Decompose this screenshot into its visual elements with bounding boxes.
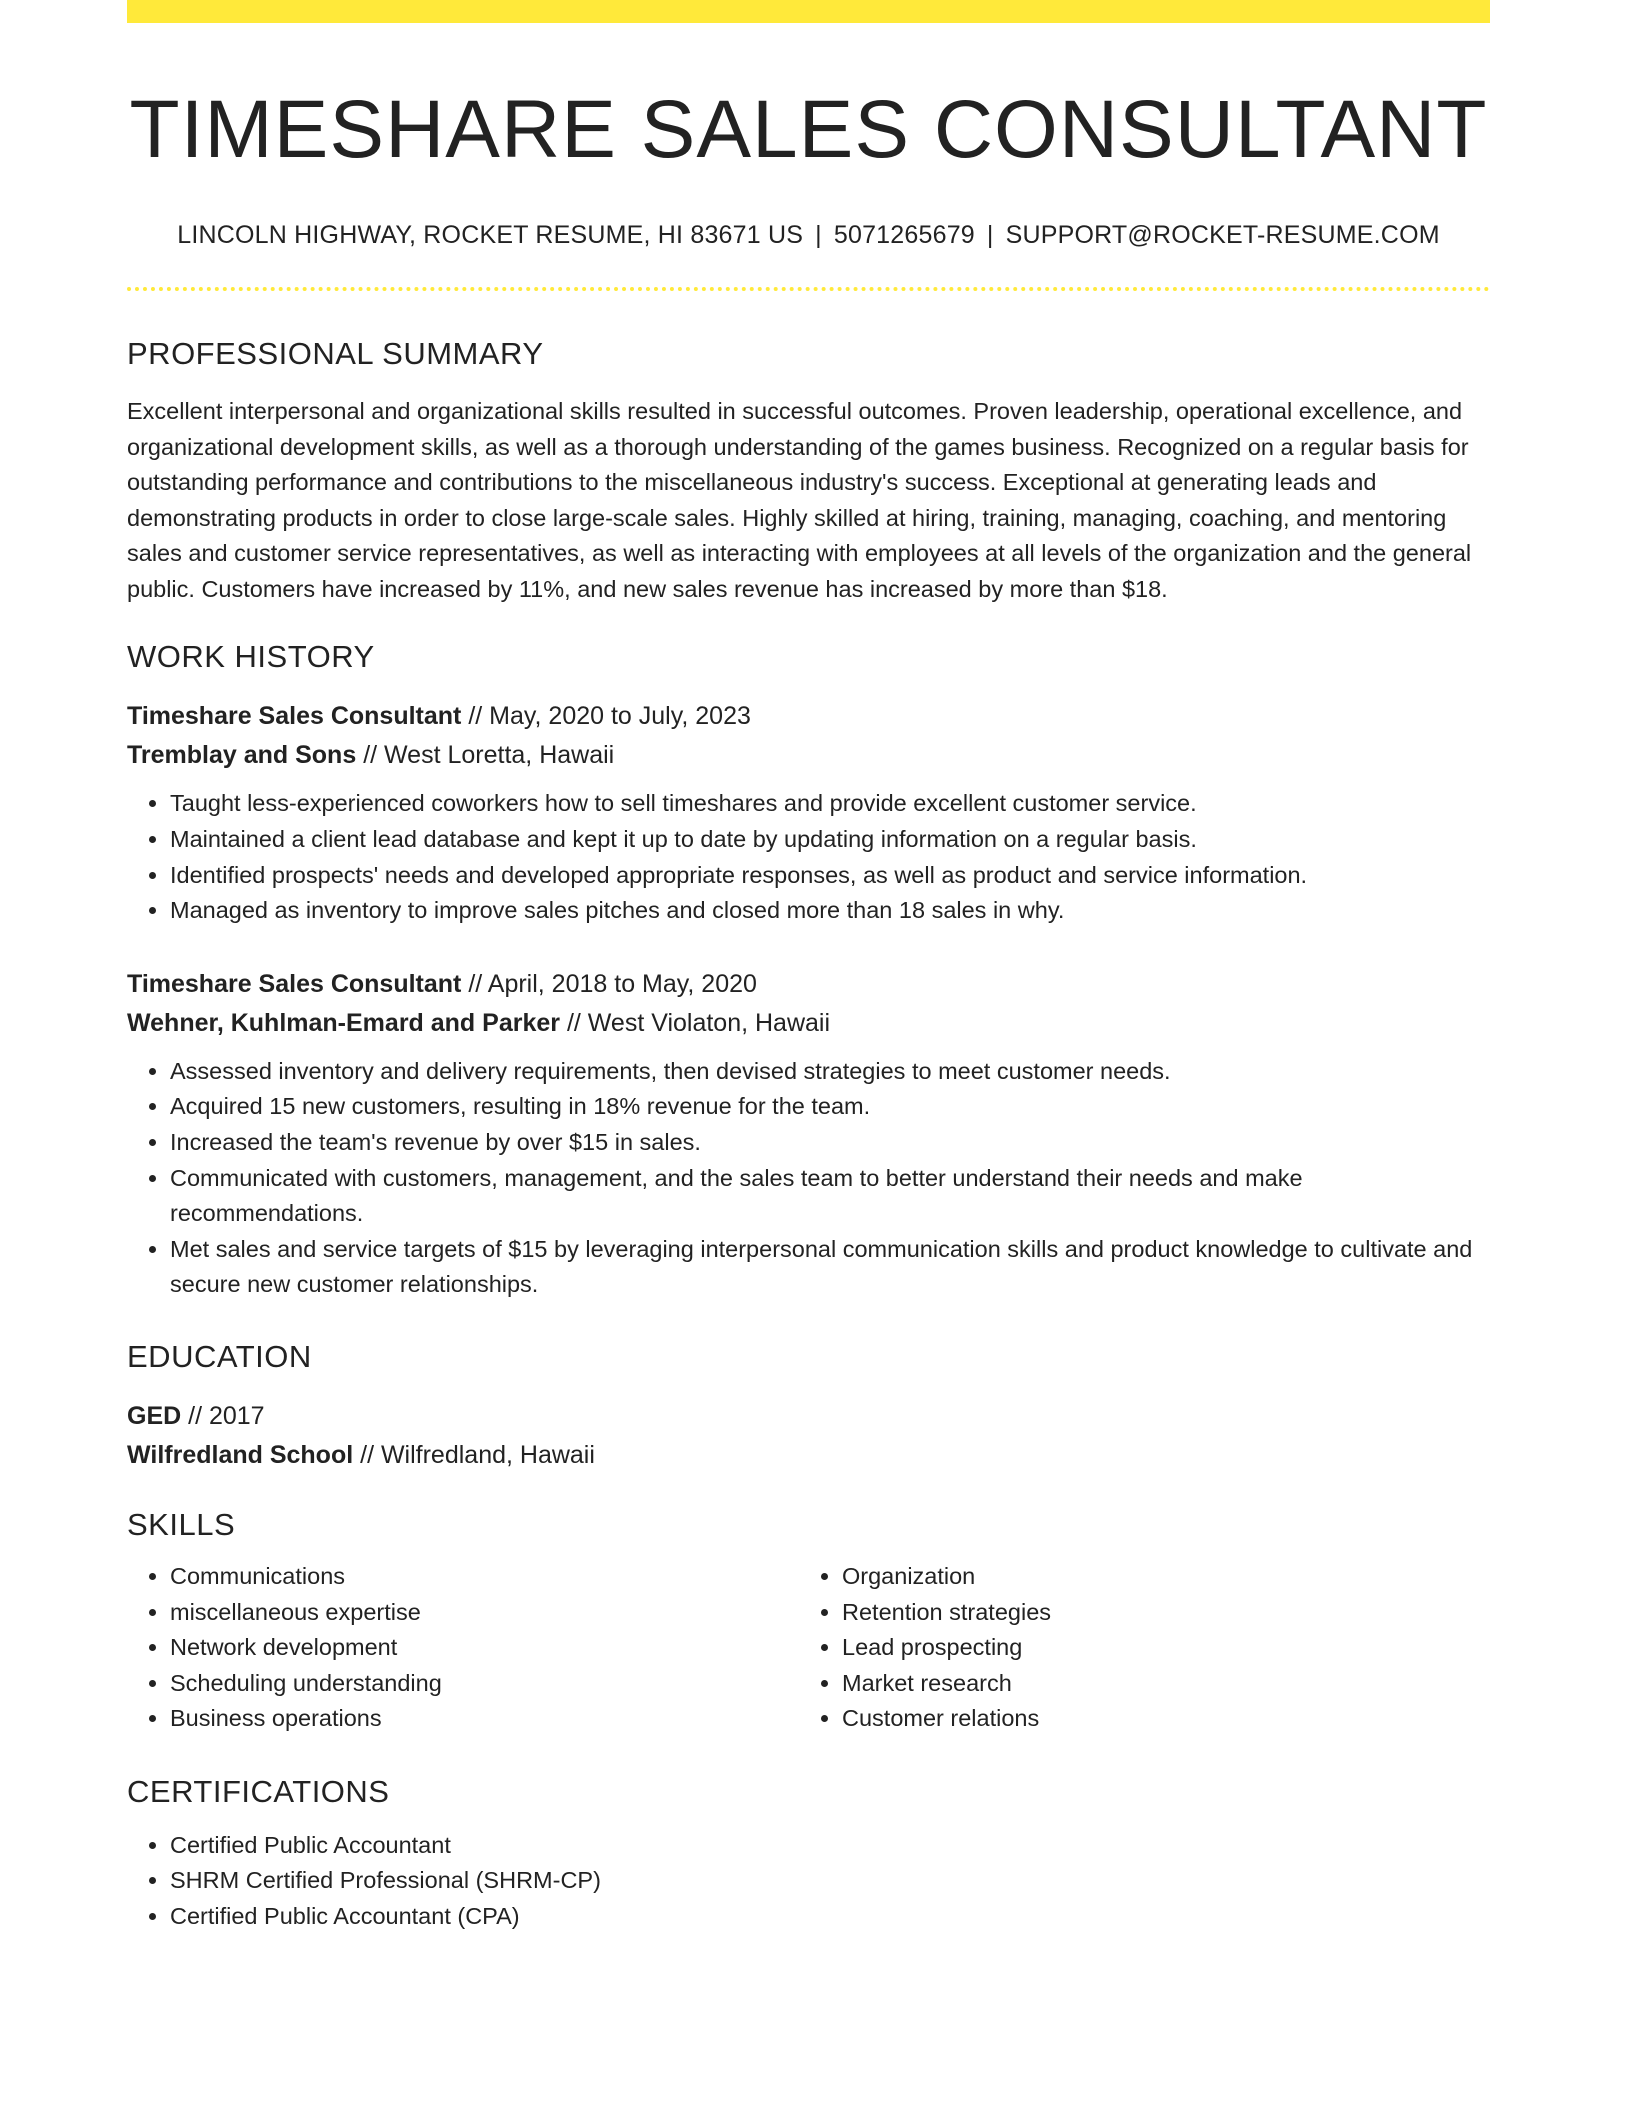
list-item: • Identified prospects' needs and developed appropriate responses, as well as product and service information. <box>170 858 1490 894</box>
list-item: • Maintained a client lead database and kept it up to date by updating information on a regular basis. <box>170 822 1490 858</box>
skills-heading: SKILLS <box>127 1506 236 1542</box>
education-location: // Wilfredland, Hawaii <box>353 1440 595 1469</box>
list-item: • Market research <box>842 1666 1471 1702</box>
skills-column-right <box>799 1559 1471 1737</box>
list-item: • Communications <box>170 1559 799 1595</box>
certifications-list <box>127 1828 1490 1935</box>
education-degree: GED <box>127 1401 182 1430</box>
job-company-line <box>127 736 1490 775</box>
work-history-heading: WORK HISTORY <box>127 639 375 675</box>
skills-list <box>127 1559 799 1737</box>
list-item: • Certified Public Accountant (CPA) <box>170 1899 1490 1935</box>
contact-email: SUPPORT@ROCKET-RESUME.COM <box>1005 221 1440 250</box>
job-location: // West Loretta, Hawaii <box>356 741 615 770</box>
job-title-line <box>127 965 1490 1004</box>
education-school: Wilfredland School <box>127 1440 354 1469</box>
education-school-line <box>127 1436 1490 1475</box>
list-item: • Certified Public Accountant <box>170 1828 1490 1864</box>
list-item: • Taught less-experienced coworkers how to sell timeshares and provide excellent customer service. <box>170 786 1490 822</box>
job-bullets <box>127 1054 1490 1303</box>
list-item: • Managed as inventory to improve sales pitches and closed more than 18 sales in why. <box>170 893 1490 929</box>
list-item: • Acquired 15 new customers, resulting in 18% revenue for the team. <box>170 1089 1490 1125</box>
skills-grid <box>127 1559 1490 1737</box>
summary-text: Excellent interpersonal and organizational skills resulted in successful outcomes. Proven leadership, operational excellence, and organizational development skills, as well as a thorough understanding of the games business. Recognized on a regular basis for outstanding performance and contributions to the miscellaneous industry's success. Exceptional at generating leads and demonstrating products in order to close large-scale sales. Highly skilled at hiring, training, managing, coaching, and mentoring sales and customer service representatives, as well as interacting with employees at all levels of the organization and the general public. Customers have increased by 11%, and new sales revenue has increased by more than $18. <box>127 398 1472 602</box>
list-item: • Organization <box>842 1559 1471 1595</box>
list-item: • Network development <box>170 1630 799 1666</box>
list-item: • Retention strategies <box>842 1595 1471 1631</box>
header-divider <box>127 287 1490 291</box>
job-company: Tremblay and Sons <box>127 741 357 770</box>
job-bullets <box>127 786 1490 928</box>
job-company: Wehner, Kuhlman-Emard and Parker <box>127 1008 560 1037</box>
skills-list <box>799 1559 1471 1737</box>
job-dates: // April, 2018 to May, 2020 <box>461 969 757 998</box>
education-heading: EDUCATION <box>127 1338 312 1374</box>
job-role: Timeshare Sales Consultant <box>127 702 462 731</box>
job-location: // West Violaton, Hawaii <box>560 1008 831 1037</box>
list-item: • Communicated with customers, management, and the sales team to better understand their needs and make recommendations. <box>170 1161 1490 1232</box>
education-year: // 2017 <box>181 1401 265 1430</box>
contact-phone: 5071265679 <box>833 221 975 250</box>
list-item: • Met sales and service targets of $15 by leveraging interpersonal communication skills and product knowledge to cultivate and secure new customer relationships. <box>170 1232 1490 1303</box>
contact-line <box>127 221 1490 250</box>
education-degree-line <box>127 1397 1490 1436</box>
list-item: • Customer relations <box>842 1701 1471 1737</box>
list-item: • Assessed inventory and delivery requirements, then devised strategies to meet customer needs. <box>170 1054 1490 1090</box>
top-accent-bar <box>127 0 1490 23</box>
list-item: • Business operations <box>170 1701 799 1737</box>
list-item: • SHRM Certified Professional (SHRM-CP) <box>170 1863 1490 1899</box>
summary-heading: PROFESSIONAL SUMMARY <box>127 336 544 372</box>
list-item: • Scheduling understanding <box>170 1666 799 1702</box>
certifications-heading: CERTIFICATIONS <box>127 1773 390 1809</box>
contact-separator: | <box>815 221 822 250</box>
contact-separator: | <box>986 221 994 250</box>
job-entry <box>127 697 1490 928</box>
list-item: • miscellaneous expertise <box>170 1595 799 1631</box>
job-role: Timeshare Sales Consultant <box>127 969 462 998</box>
contact-address: LINCOLN HIGHWAY, ROCKET RESUME, HI 83671 US <box>177 221 804 250</box>
education-entry <box>127 1397 1490 1475</box>
skills-column-left <box>127 1559 799 1737</box>
list-item: • Lead prospecting <box>842 1630 1471 1666</box>
resume-name: TIMESHARE SALES CONSULTANT <box>129 84 1488 175</box>
job-entry <box>127 965 1490 1303</box>
job-dates: // May, 2020 to July, 2023 <box>461 702 751 731</box>
job-company-line <box>127 1004 1490 1043</box>
resume-page <box>127 0 1490 1935</box>
list-item: • Increased the team's revenue by over $15 in sales. <box>170 1125 1490 1161</box>
job-title-line <box>127 697 1490 736</box>
